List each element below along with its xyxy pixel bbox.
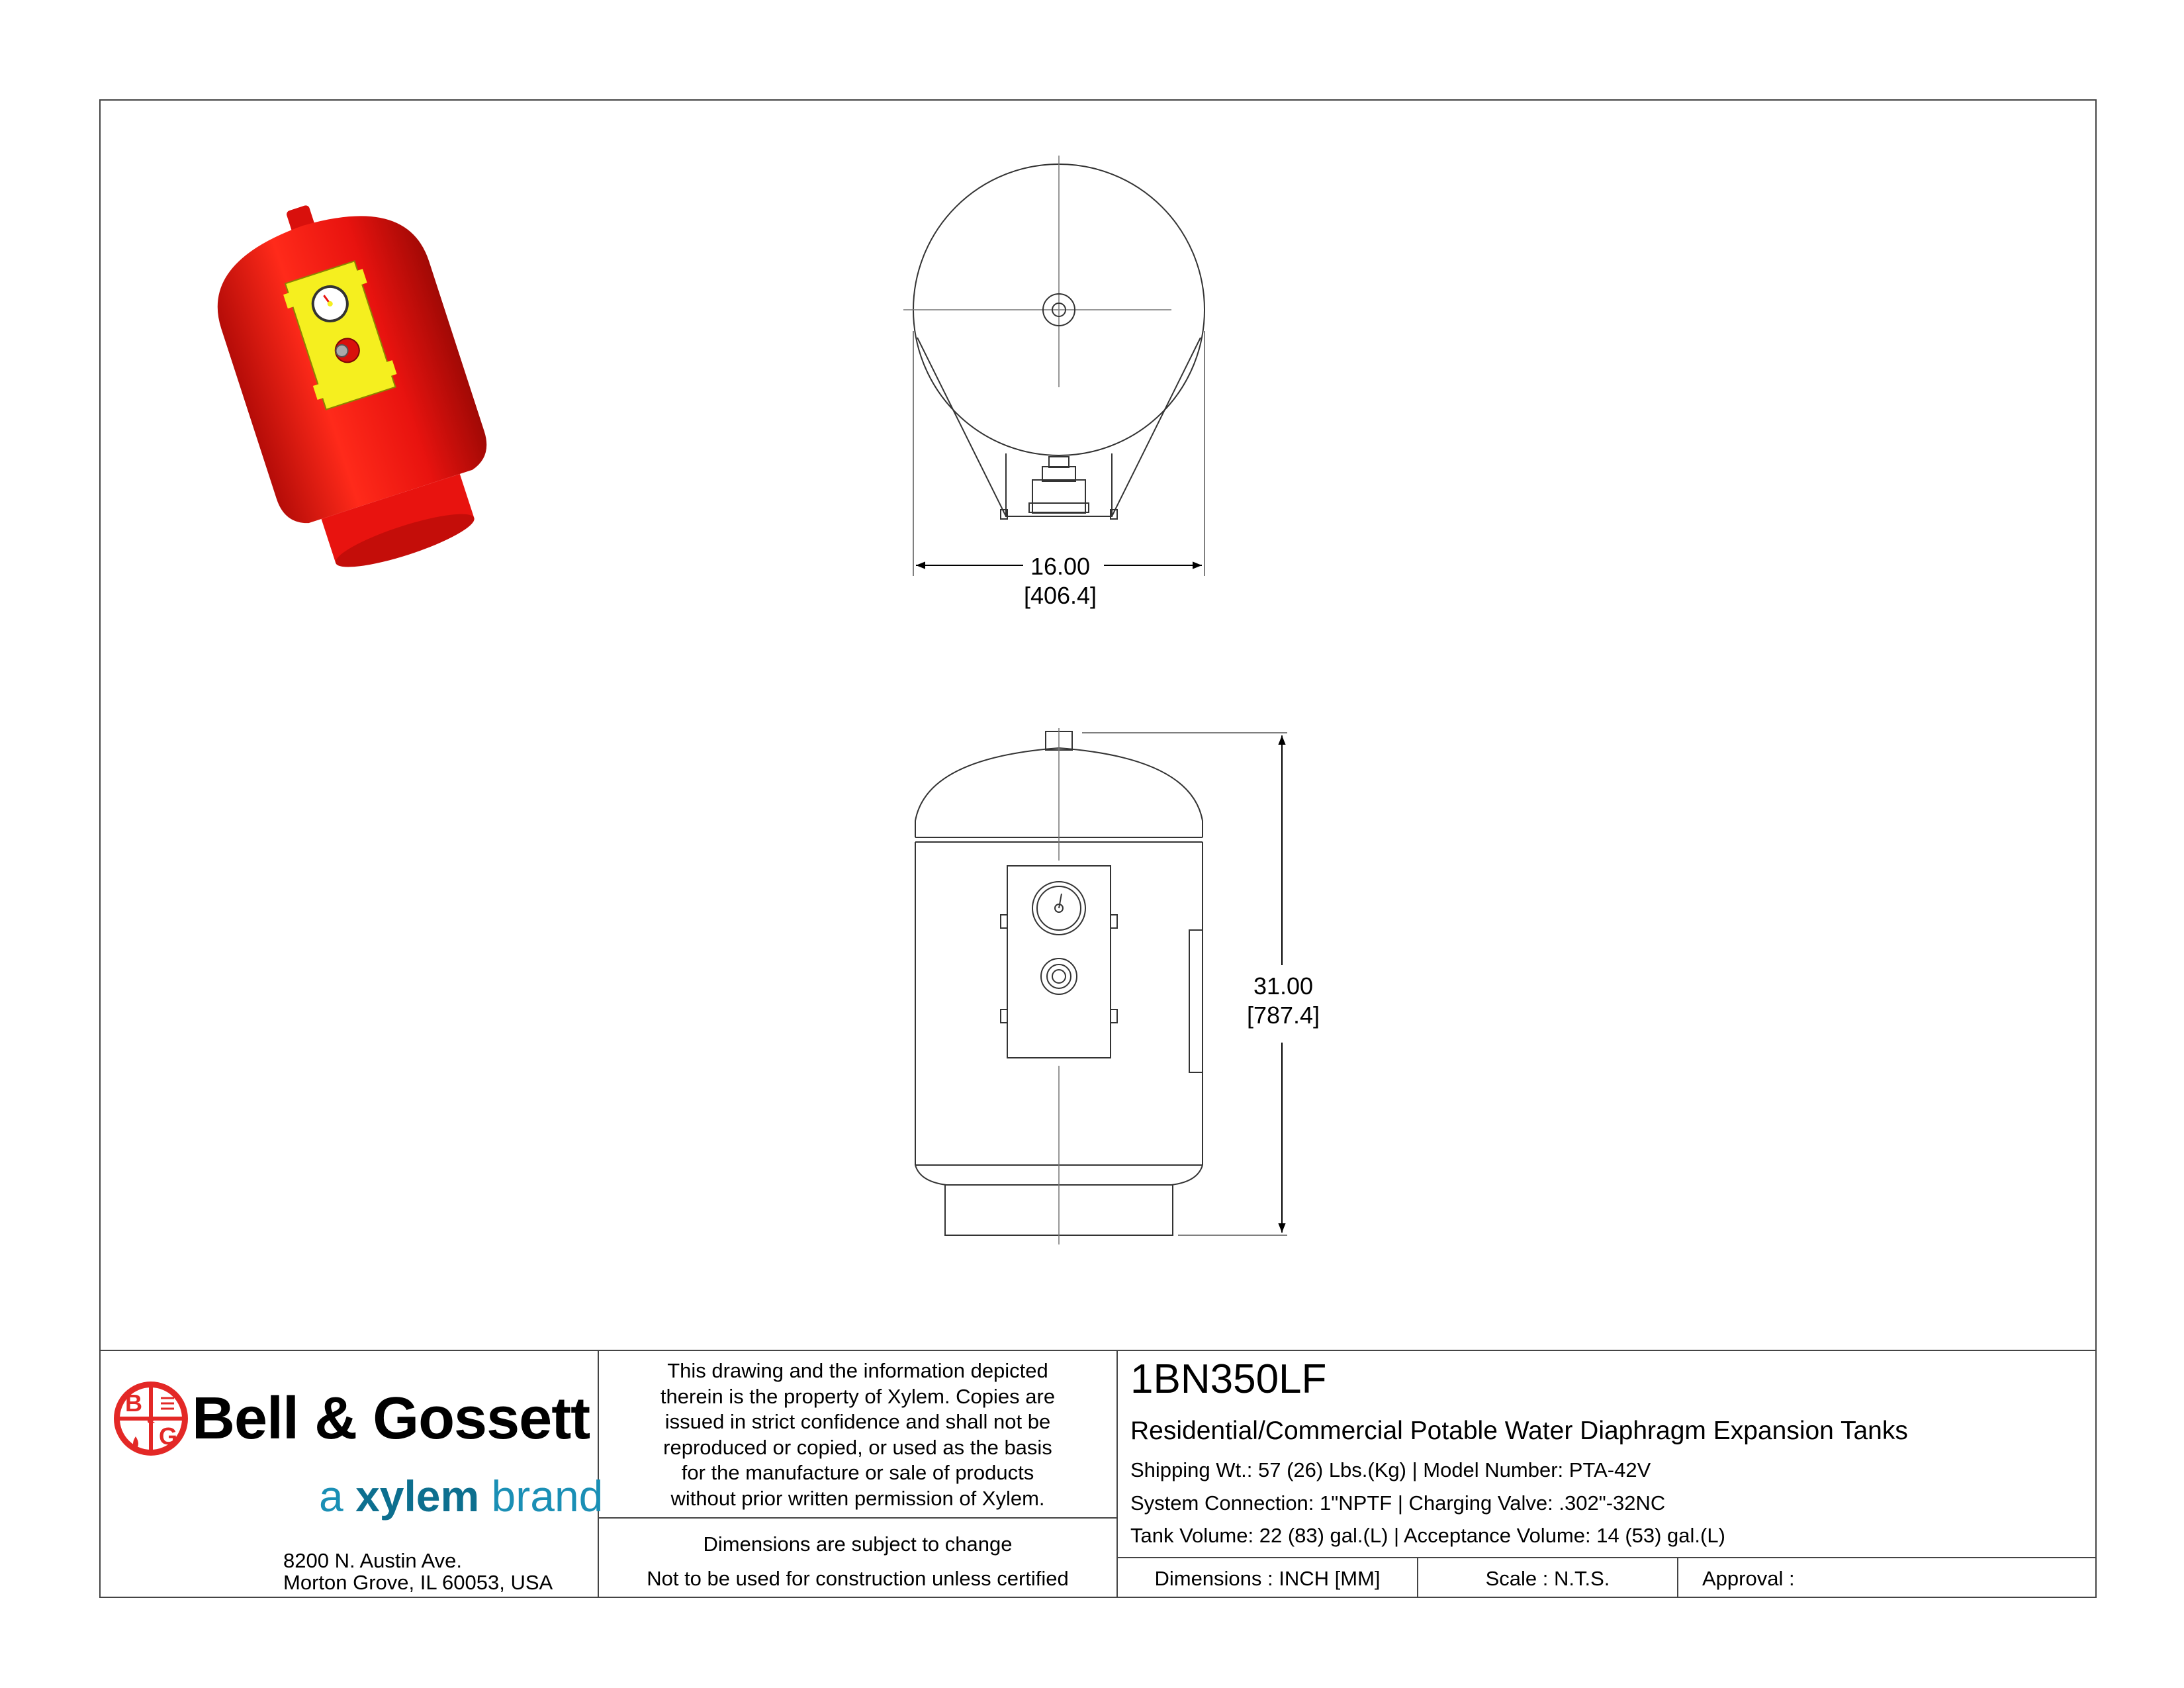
width-dimension-inch: 16.00 bbox=[1030, 553, 1091, 580]
height-dimension bbox=[1247, 735, 1320, 1233]
svg-text:B: B bbox=[125, 1389, 142, 1417]
spec-line-3: Tank Volume: 22 (83) gal.(L) | Acceptance Volume: 14 (53) gal.(L) bbox=[1130, 1524, 1725, 1547]
svg-text:G: G bbox=[158, 1423, 178, 1450]
top-view bbox=[903, 156, 1205, 576]
product-title: Residential/Commercial Potable Water Diaphragm Expansion Tanks bbox=[1130, 1417, 1908, 1445]
front-view bbox=[915, 728, 1287, 1244]
height-dimension-mm: [787.4] bbox=[1246, 1002, 1320, 1029]
brand-name: Bell & Gossett bbox=[192, 1385, 590, 1452]
bell-gossett-logo bbox=[114, 1382, 188, 1456]
mounting-bracket bbox=[1007, 866, 1111, 1058]
address-line-1: 8200 N. Austin Ave. bbox=[283, 1549, 463, 1572]
address-line-2: Morton Grove, IL 60053, USA bbox=[283, 1571, 553, 1594]
dimensions-subject-to-change: Dimensions are subject to change bbox=[703, 1532, 1013, 1556]
width-dimension-mm: [406.4] bbox=[1023, 582, 1097, 609]
confidentiality-notice: This drawing and the information depicted therein is the property of Xylem. Copies are issued in strict confidence and shall not be reproduced or copied, or used as the basis for the manufacture or sale of products without prior written permission of Xylem. bbox=[660, 1359, 1056, 1510]
footer-dimensions: Dimensions : INCH [MM] bbox=[1154, 1567, 1381, 1590]
not-for-construction: Not to be used for construction unless certified bbox=[647, 1567, 1069, 1590]
tank-3d-illustration bbox=[193, 174, 514, 588]
width-dimension bbox=[916, 553, 1202, 609]
spec-line-1: Shipping Wt.: 57 (26) Lbs.(Kg) | Model Number: PTA-42V bbox=[1130, 1458, 1651, 1481]
footer-scale: Scale : N.T.S. bbox=[1485, 1567, 1610, 1590]
brand-tagline: a xylem brand bbox=[319, 1472, 604, 1521]
part-number: 1BN350LF bbox=[1130, 1356, 1327, 1402]
svg-text:&: & bbox=[147, 1415, 155, 1426]
spec-line-2: System Connection: 1"NPTF | Charging Valve: .302"-32NC bbox=[1130, 1491, 1666, 1515]
height-dimension-inch: 31.00 bbox=[1253, 972, 1314, 1000]
footer-approval: Approval : bbox=[1702, 1567, 1795, 1590]
